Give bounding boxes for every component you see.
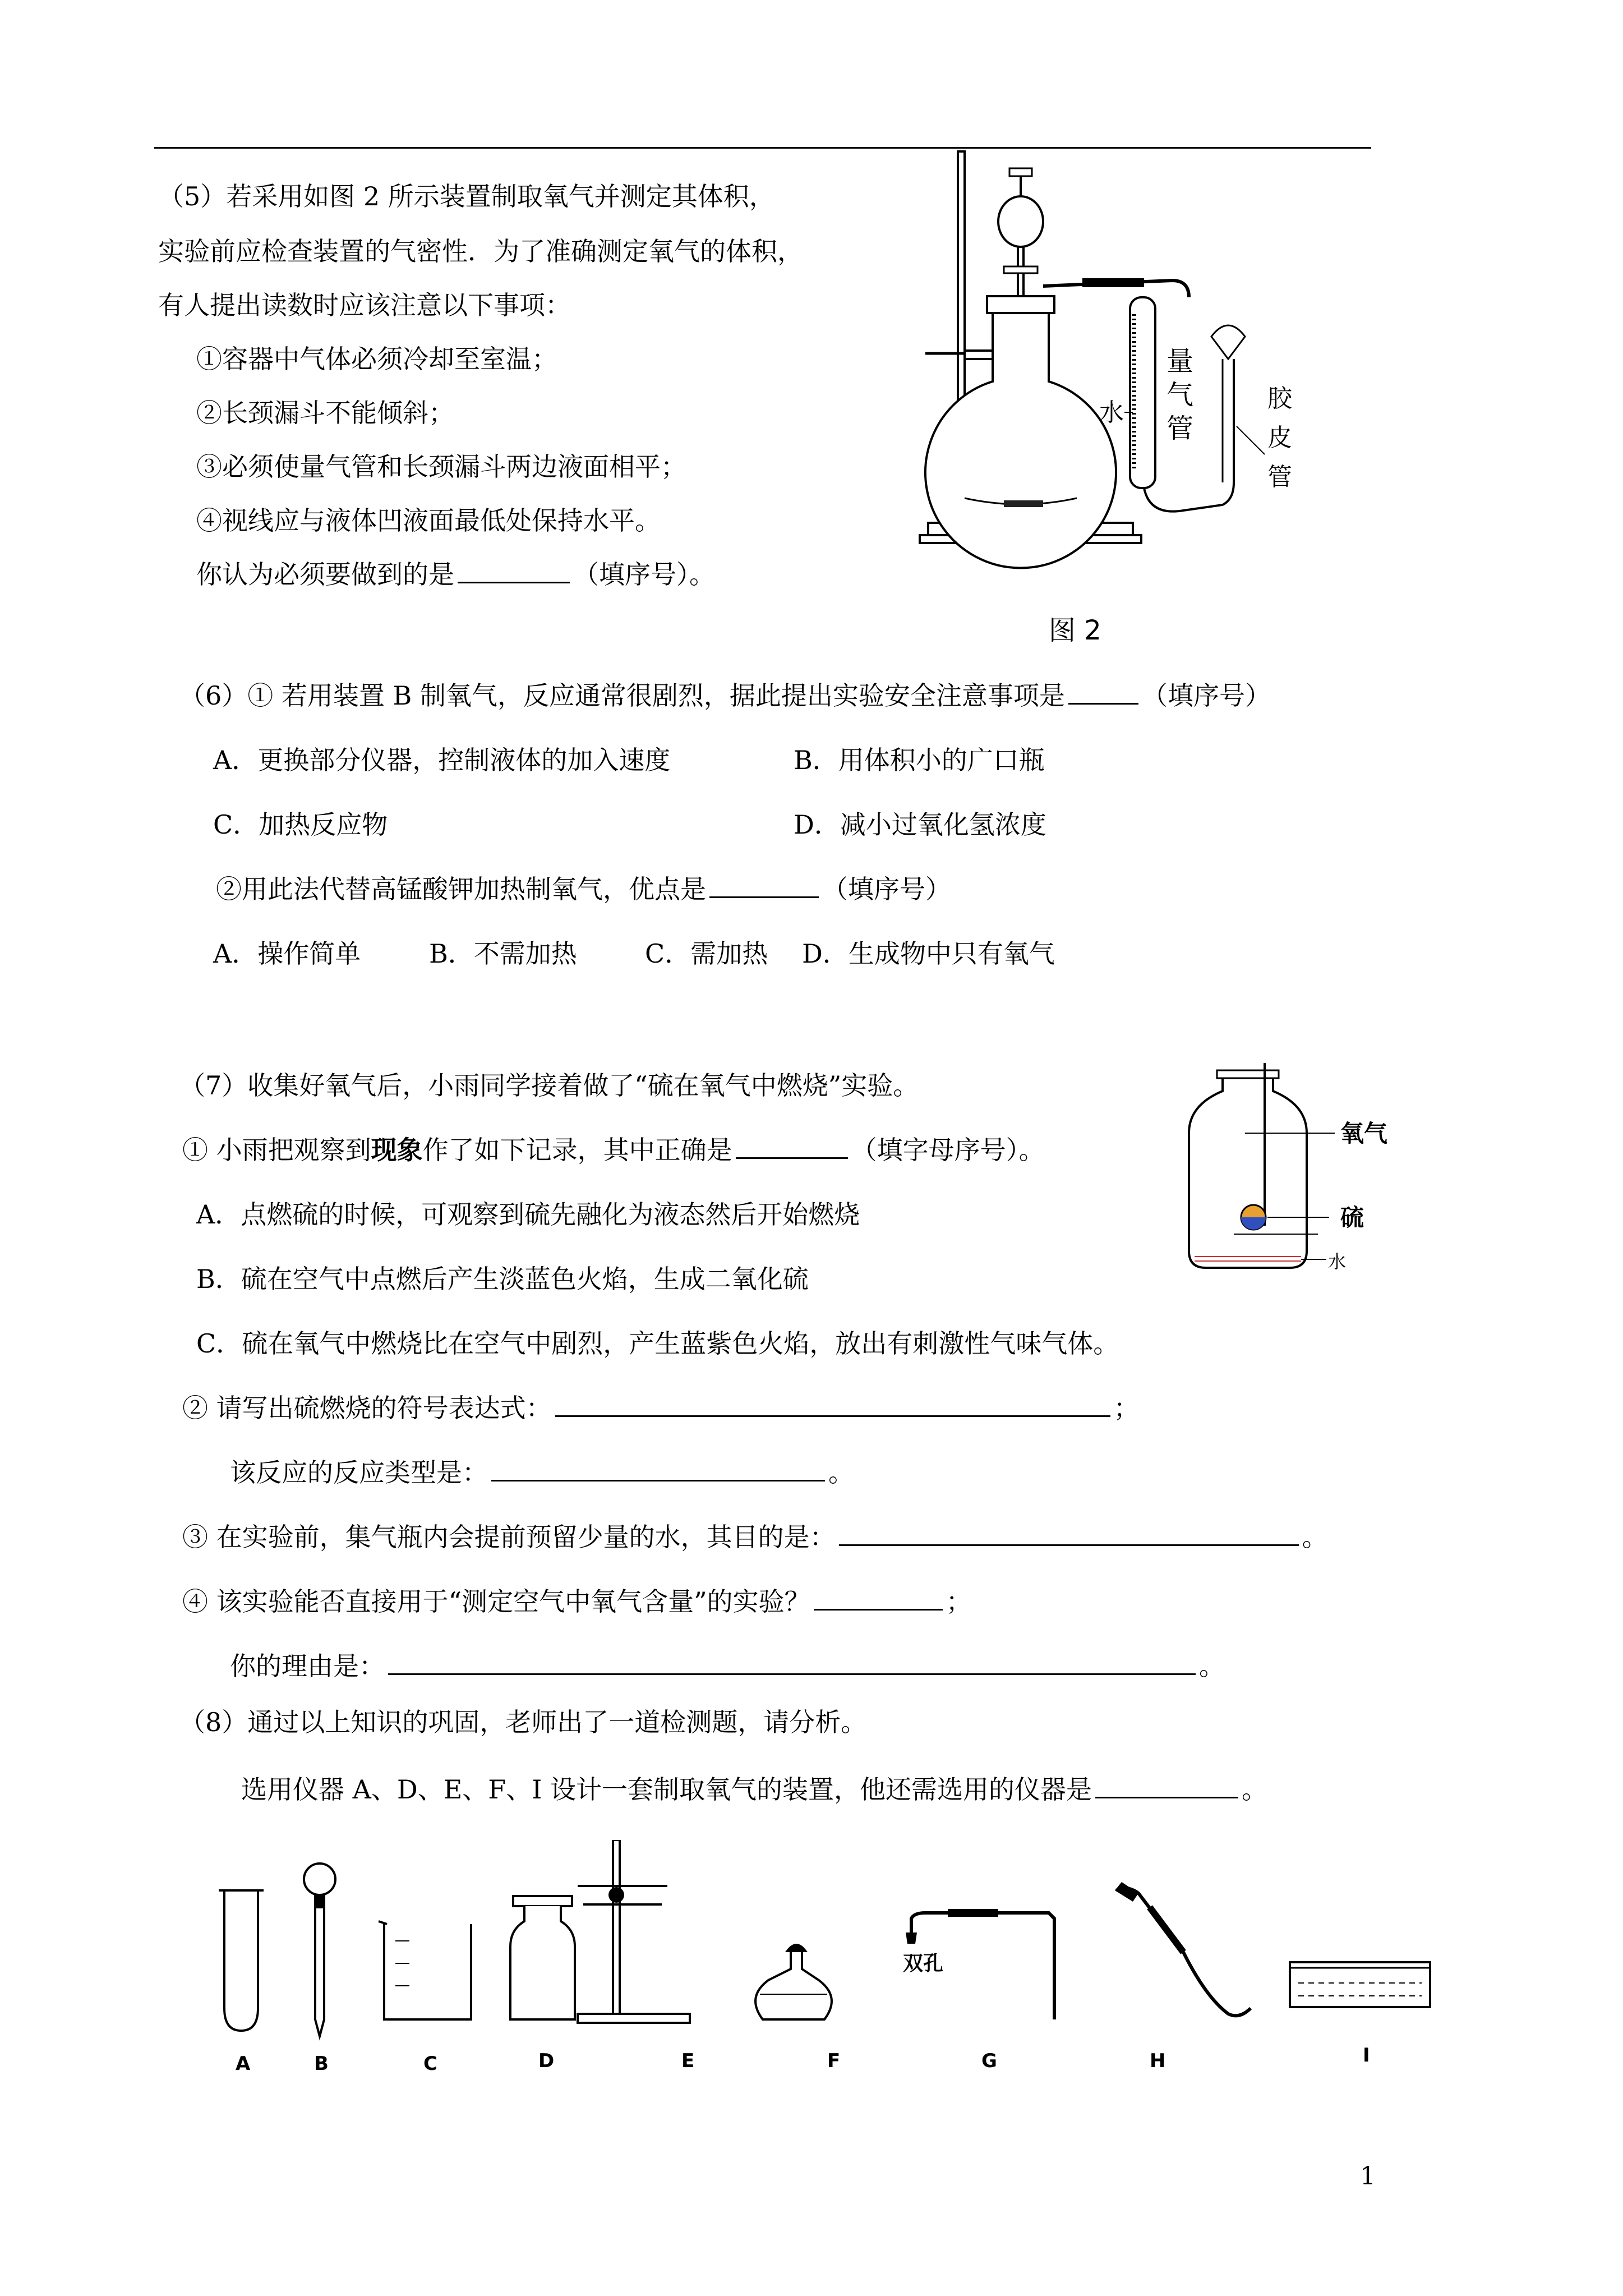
q7-item4-blank[interactable] [814,1586,943,1611]
q6-part2-option-a: A．操作简单 [213,938,361,969]
label-a: A [236,2053,251,2075]
q7-item2-text: ② 请写出硫燃烧的符号表达式： [182,1393,552,1423]
q7-item3-suffix: 。 [1302,1522,1328,1552]
q7-item4b-blank[interactable] [388,1651,1196,1675]
fig2-hose-label-3: 管 [1267,463,1292,491]
label-h: H [1150,2050,1166,2072]
separatory-funnel [998,196,1043,247]
q8-question-text: 选用仪器 A、D、E、F、I 设计一套制取氧气的装置，他还需选用的仪器是 [241,1774,1092,1805]
q7-item2-suffix: ； [1113,1393,1140,1423]
q5-question-text: 你认为必须要做到的是 [196,559,454,590]
round-bottom-flask [925,309,1116,568]
bent-tube-h [1115,1882,1251,2016]
q7-item4b-text: 你的理由是： [230,1651,385,1681]
leveling-funnel [1211,325,1245,359]
label-i: I [1363,2044,1370,2067]
beaker-c [379,1921,471,2019]
q6-part2-option-d: D．生成物中只有氧气 [802,938,1055,969]
fig2-hose-label-2: 皮 [1267,424,1292,452]
label-b: B [314,2053,329,2075]
q7-item3-text: ③ 在实验前，集气瓶内会提前预留少量的水，其目的是： [182,1522,836,1552]
q7-option-c: C．硫在氧气中燃烧比在空气中剧烈，产生蓝紫色火焰，放出有刺激性气味气体。 [196,1328,1119,1359]
q7-intro: （7）收集好氧气后，小雨同学接着做了“硫在氧气中燃烧”实验。 [179,1070,919,1101]
q8-question [241,1773,1267,1806]
water-label: 水 [1328,1251,1347,1272]
bottle-d [510,1896,575,2019]
q8-intro: （8）通过以上知识的巩固，老师出了一道检测题，请分析。 [179,1707,867,1737]
q7-item2-blank[interactable] [555,1393,1110,1417]
q6-part1-text: （6）① 若用装置 B 制氧气，反应通常很剧烈，据此提出实验安全注意事项是 [179,680,1065,711]
fig2-tube-label-3: 管 [1166,413,1194,444]
q6-option-c: C．加热反应物 [213,809,388,840]
label-e: E [681,2050,695,2072]
q5-question [196,558,715,591]
q7-item1-suffix: （填字母序号）。 [851,1135,1045,1165]
apparatus-row [208,1840,1453,2092]
q7-item4-suffix: ； [946,1586,972,1617]
q7-item4b [230,1649,1225,1683]
page-number: 1 [1360,2162,1376,2191]
q5-line1: （5）若采用如图 2 所示装置制取氧气并测定其体积， [158,181,775,211]
q5-answer-blank[interactable] [458,559,570,583]
q7-item2b-blank[interactable] [491,1457,825,1481]
q7-item1-blank[interactable] [736,1135,848,1159]
fig2-caption: 图 2 [1049,615,1101,646]
sulfur-combustion-figure [1178,1060,1413,1296]
label-c: C [423,2053,437,2075]
figure2-apparatus [909,146,1312,651]
q6-part1-blank[interactable] [1068,680,1138,705]
dropper-b [304,1864,335,2036]
q6-part2-blank[interactable] [709,874,819,898]
q6-option-d: D．减小过氧化氢浓度 [794,809,1046,840]
q7-item3-blank[interactable] [839,1522,1299,1546]
q7-item2 [182,1391,1140,1425]
q7-item1-mid: 作了如下记录，其中正确是 [422,1135,732,1165]
q7-item4 [182,1585,972,1618]
q8-answer-blank[interactable] [1095,1774,1238,1798]
gas-jar [1189,1071,1307,1268]
q6-option-a: A．更换部分仪器，控制液体的加入速度 [213,745,671,775]
q7-item4b-suffix: 。 [1199,1651,1225,1681]
q6-part2-suffix: （填序号） [822,874,951,904]
q5-item4: ④视线应与液体凹液面最低处保持水平。 [196,505,661,536]
fig2-hose-label-1: 胶 [1267,384,1292,413]
label-f: F [827,2050,841,2072]
water-trough-i [1290,1962,1430,2007]
double-hole-label: 双孔 [903,1952,944,1975]
q7-item1-bold: 现象 [371,1135,423,1165]
q7-option-a: A．点燃硫的时候，可观察到硫先融化为液态然后开始燃烧 [196,1199,860,1230]
q7-option-b: B．硫在空气中点燃后产生淡蓝色火焰，生成二氧化硫 [196,1264,809,1294]
q5-line3: 有人提出读数时应该注意以下事项： [158,290,571,320]
label-d: D [538,2050,555,2072]
q7-item4-text: ④ 该实验能否直接用于“测定空气中氧气含量”的实验？ [182,1586,810,1617]
q6-part2-option-b: B．不需加热 [429,938,577,969]
q6-part2-option-c: C．需加热 [645,938,768,969]
q7-item2b-text: 该反应的反应类型是： [230,1457,488,1488]
q7-item1 [182,1133,1045,1167]
q5-question-suffix: （填序号）。 [573,559,715,590]
q6-part1-suffix: （填序号） [1141,680,1271,711]
q6-option-b: B．用体积小的广口瓶 [794,745,1045,775]
label-g: G [981,2050,997,2072]
iron-stand-e [578,1840,690,2023]
stopper-tube-g [903,1909,1054,2019]
oxygen-label: 氧气 [1340,1120,1388,1147]
q7-item2b [230,1456,854,1489]
q7-item3 [182,1520,1328,1554]
q6-part1 [179,679,1271,712]
q7-item1-text: ① 小雨把观察到 [182,1135,371,1165]
alcohol-lamp-f [755,1944,832,2019]
q5-item1: ①容器中气体必须冷却至室温； [196,344,557,374]
q5-item3: ③必须使量气管和长颈漏斗两边液面相平； [196,452,686,482]
q5-line2: 实验前应检查装置的气密性．为了准确测定氧气的体积， [158,236,803,266]
q6-part2 [216,872,951,906]
q8-question-suffix: 。 [1242,1774,1268,1805]
q6-part2-text: ②用此法代替高锰酸钾加热制氧气，优点是 [216,874,706,904]
q5-item2: ②长颈漏斗不能倾斜； [196,398,454,428]
test-tube-a [219,1890,264,2031]
sulfur-label: 硫 [1340,1204,1364,1231]
fig2-tube-label-1: 量 [1166,346,1194,377]
fig2-tube-label-2: 气 [1166,379,1194,411]
stopper [987,296,1054,313]
fig2-water-label: 水 [1099,398,1124,427]
q7-item2b-suffix: 。 [828,1457,854,1488]
